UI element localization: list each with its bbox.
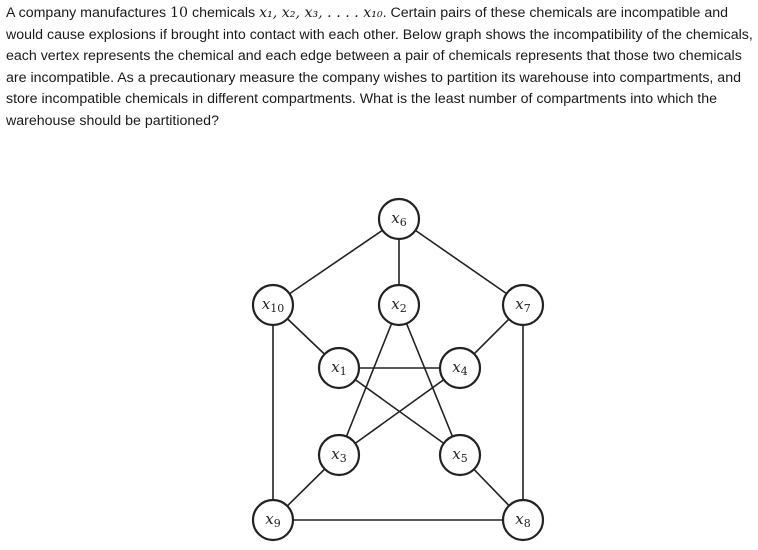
vertex-label: $x_6$ [391,209,407,229]
vertex-x5 [440,435,480,475]
edge-x6-x7 [399,219,523,305]
vertex-x9 [253,500,293,540]
vertex-x10 [253,285,293,325]
question-part-2: chemicals [188,5,260,21]
graph-nodes [253,199,543,540]
vertex-label: $x_2$ [391,295,407,315]
vertex-x3 [319,435,359,475]
vertex-label: $x_5$ [452,445,468,465]
vertex-x2 [379,285,419,325]
vertex-label: $x_{10}$ [261,295,285,315]
vertex-x4 [440,348,480,388]
vertex-label: $x_9$ [265,510,281,530]
vertex-label: $x_1$ [331,358,347,378]
edge-x6-x10 [273,219,399,305]
vertex-label: $x_4$ [452,358,468,378]
graph-edges [273,219,523,520]
vertex-label: $x_3$ [331,445,347,465]
vertex-label: $x_8$ [515,510,531,530]
chemical-count: 10 [170,5,189,21]
vertex-x7 [503,285,543,325]
vertex-x1 [319,348,359,388]
chemical-variables: x₁, x₂, x₃, . . . . x₁₀ [259,5,383,21]
vertex-x8 [503,500,543,540]
vertex-x6 [379,199,419,239]
question-part-3: . Certain pairs of these chemicals are incompatible and would cause explosions if brought into contact with each other. Below graph shows the incompatibility of the chemicals, each vertex represents the chemical and each edge between a pair of chemicals represents that those two chemicals are incompatible. As a precautionary measure the company wishes to partition its warehouse into compartments, and store incompatible chemicals in different compartments. What is the least number of compartments into which the warehouse should be partitioned? [6,5,753,129]
question-part-1: A company manufactures [6,5,171,21]
vertex-label: $x_7$ [515,295,531,315]
